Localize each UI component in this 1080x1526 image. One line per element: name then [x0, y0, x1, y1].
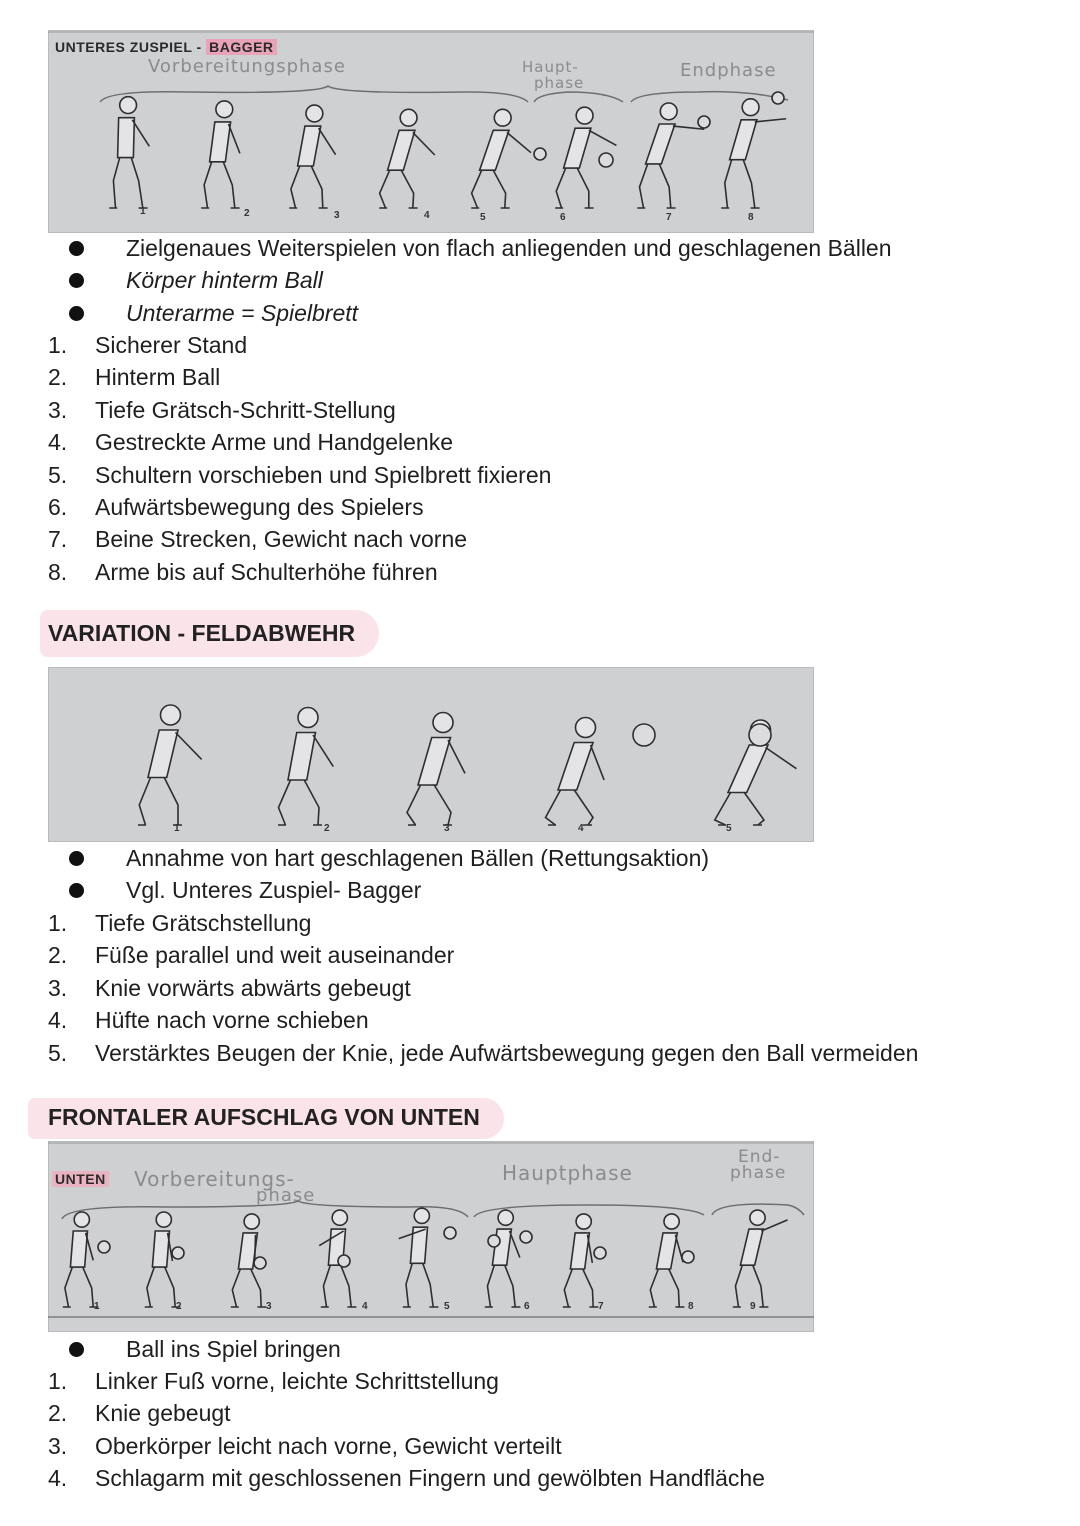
list-item: 4. Gestreckte Arme und Handgelenke: [48, 429, 453, 456]
figure-number: 7: [598, 1301, 604, 1312]
figure-label-highlight: BAGGER: [206, 39, 276, 55]
figure-aufschlag-sequence: [48, 1141, 814, 1332]
figure-number: 3: [266, 1301, 272, 1312]
section-title-aufschlag: FRONTALER AUFSCHLAG VON UNTEN: [28, 1098, 504, 1139]
list-item-text: Hüfte nach vorne schieben: [95, 1007, 369, 1034]
figure-number: 6: [560, 212, 566, 223]
ball-icon: [488, 1235, 500, 1247]
list-item: 2. Füße parallel und weit auseinander: [48, 942, 455, 969]
figure-number: 6: [524, 1301, 530, 1312]
bagger-figure: [109, 97, 149, 208]
aufschlag-figure: [63, 1212, 99, 1307]
bagger-figure: [289, 105, 335, 208]
bagger-figure: [471, 109, 531, 208]
figure-bagger-sequence: [48, 30, 814, 233]
list-item-text: Beine Strecken, Gewicht nach vorne: [95, 526, 468, 553]
aufschlag-figure: [145, 1212, 181, 1307]
list-item-text: Zielgenaues Weiterspielen von flach anliegenden und geschlagenen Bällen: [126, 235, 892, 261]
list-item-text: Oberkörper leicht nach vorne, Gewicht verteilt: [95, 1432, 562, 1459]
list-item: 5. Verstärktes Beugen der Knie, jede Aufwärtsbewegung gegen den Ball vermeiden: [48, 1039, 919, 1066]
list-item-text: Hinterm Ball: [95, 364, 221, 391]
figure-feldabwehr-sequence: [48, 667, 814, 842]
aufschlag-bullet-list: [48, 1333, 341, 1365]
list-item-text: Tiefe Grätschstellung: [95, 910, 312, 936]
figure-number: 7: [666, 212, 672, 223]
list-item-text: Aufwärtsbewegung des Spielers: [95, 493, 424, 520]
bagger-figure: [721, 99, 786, 208]
figure-number: 8: [748, 212, 754, 223]
feldabwehr-figure: [546, 718, 605, 826]
ball-icon: [520, 1231, 532, 1243]
feldabwehr-figures: [48, 667, 814, 842]
ball-icon: [698, 116, 710, 128]
list-item-text: Verstärktes Beugen der Knie, jede Aufwärtsbewegung gegen den Ball vermeiden: [95, 1039, 919, 1066]
aufschlag-figures: [48, 1141, 814, 1332]
list-item-text: Vgl. Unteres Zuspiel- Bagger: [126, 877, 422, 904]
ball-icon: [682, 1251, 694, 1263]
feldabwehr-figure: [138, 705, 202, 825]
phase-label-preparation-b: phase: [256, 1185, 316, 1206]
bagger-figure: [379, 109, 435, 208]
ball-icon: [599, 153, 613, 167]
figure-number: 5: [726, 823, 732, 834]
figure-number: 5: [480, 212, 486, 223]
aufschlag-figure: [399, 1208, 439, 1307]
list-item: [48, 264, 892, 296]
list-item: [48, 1333, 341, 1365]
bagger-figure: [637, 103, 704, 208]
bagger-bullet-list: [48, 232, 892, 329]
phase-label-main-b: phase: [534, 74, 585, 92]
list-item-text: Tiefe Grätsch-Schritt-Stellung: [95, 396, 396, 423]
feldabwehr-figure: [407, 713, 465, 826]
figure-number: 3: [444, 823, 450, 834]
ball-icon: [338, 1255, 350, 1267]
bullet-icon: [69, 1342, 84, 1357]
list-item-text: Körper hinterm Ball: [126, 267, 323, 294]
aufschlag-figure: [485, 1210, 521, 1307]
list-item-text: Gestreckte Arme und Handgelenke: [95, 429, 453, 456]
list-item: 3. Knie vorwärts abwärts gebeugt: [48, 974, 411, 1001]
figure-number: 5: [444, 1301, 450, 1312]
list-item-text: Ball ins Spiel bringen: [126, 1336, 341, 1362]
aufschlag-steps-list: [48, 1365, 765, 1495]
list-item-text: Knie gebeugt: [95, 1400, 231, 1427]
phase-label-end-a: End-: [738, 1147, 781, 1167]
ball-icon: [772, 92, 784, 104]
phase-label-main: Hauptphase: [502, 1161, 633, 1185]
phase-label-preparation-a: Vorbereitungs-: [134, 1167, 295, 1191]
list-item: 3. Oberkörper leicht nach vorne, Gewicht verteilt: [48, 1432, 562, 1459]
list-item-text: Schultern vorschieben und Spielbrett fixieren: [95, 461, 552, 488]
aufschlag-figure: [563, 1214, 599, 1307]
list-item: [48, 842, 709, 874]
list-item: 4. Schlagarm mit geschlossenen Fingern und gewölbten Handfläche: [48, 1465, 765, 1492]
ball-icon: [633, 724, 655, 746]
figure-number: 3: [334, 210, 340, 221]
bullet-icon: [69, 241, 84, 256]
list-item: 3. Tiefe Grätsch-Schritt-Stellung: [48, 396, 396, 423]
list-item: 5. Schultern vorschieben und Spielbrett fixieren: [48, 461, 552, 488]
figure-number: 2: [176, 1301, 182, 1312]
list-item: [48, 232, 892, 264]
figure-number: 4: [424, 210, 430, 221]
section-title-feldabwehr: VARIATION - FELDABWEHR: [40, 610, 379, 657]
aufschlag-figure: [733, 1210, 788, 1307]
list-item: [48, 874, 709, 906]
ball-icon: [254, 1257, 266, 1269]
figure-number: 1: [174, 823, 180, 834]
ball-icon: [444, 1227, 456, 1239]
ball-icon: [594, 1247, 606, 1259]
figure-label-prefix: UNTERES ZUSPIEL -: [55, 39, 207, 55]
figure-number: 4: [362, 1301, 368, 1312]
list-item: [48, 297, 892, 329]
list-item: 4. Hüfte nach vorne schieben: [48, 1007, 369, 1034]
figure-number: 1: [94, 1301, 100, 1312]
figure-number: 2: [324, 823, 330, 834]
ball-icon: [534, 148, 546, 160]
ball-icon: [749, 724, 771, 746]
figure-number: 4: [578, 823, 584, 834]
phase-label-end: Endphase: [680, 60, 777, 81]
list-item: 1. Tiefe Grätschstellung: [48, 910, 312, 936]
ball-icon: [98, 1241, 110, 1253]
bullet-icon: [69, 851, 84, 866]
phase-label-main-a: Haupt-: [522, 58, 579, 76]
bullet-icon: [69, 273, 84, 288]
list-item-text: Füße parallel und weit auseinander: [95, 942, 455, 969]
figure-label-highlight: UNTEN: [52, 1171, 109, 1187]
phase-label-end-b: phase: [730, 1163, 787, 1183]
ball-icon: [172, 1247, 184, 1259]
list-item: 7. Beine Strecken, Gewicht nach vorne: [48, 526, 468, 553]
list-item: 8. Arme bis auf Schulterhöhe führen: [48, 558, 438, 585]
bullet-icon: [69, 883, 84, 898]
list-item: 1. Linker Fuß vorne, leichte Schrittstellung: [48, 1368, 499, 1394]
phase-label-preparation: Vorbereitungsphase: [148, 56, 346, 77]
bagger-figure: [201, 101, 240, 208]
list-item-text: Schlagarm mit geschlossenen Fingern und gewölbten Handfläche: [95, 1465, 765, 1492]
aufschlag-figure: [649, 1214, 685, 1307]
list-item-text: Annahme von hart geschlagenen Bällen (Rettungsaktion): [126, 845, 710, 871]
figure-number: 9: [750, 1301, 756, 1312]
bagger-figures: [48, 30, 814, 233]
figure-number: 8: [688, 1301, 694, 1312]
list-item: 2. Knie gebeugt: [48, 1400, 231, 1427]
list-item: 2. Hinterm Ball: [48, 364, 221, 391]
list-item: 1. Sicherer Stand: [48, 332, 248, 358]
list-item-text: Linker Fuß vorne, leichte Schrittstellung: [95, 1368, 499, 1394]
feldabwehr-bullet-list: [48, 842, 709, 907]
feldabwehr-figure: [278, 708, 333, 826]
list-item: 6. Aufwärtsbewegung des Spielers: [48, 493, 424, 520]
list-item-text: Knie vorwärts abwärts gebeugt: [95, 974, 411, 1001]
bullet-icon: [69, 306, 84, 321]
bagger-steps-list: [48, 329, 551, 588]
list-item-text: Arme bis auf Schulterhöhe führen: [95, 558, 438, 585]
feldabwehr-steps-list: [48, 907, 918, 1069]
list-item-text: Sicherer Stand: [95, 332, 248, 358]
figure-number: 2: [244, 208, 250, 219]
list-item-text: Unterarme = Spielbrett: [126, 299, 359, 326]
figure-number: 1: [140, 206, 146, 217]
